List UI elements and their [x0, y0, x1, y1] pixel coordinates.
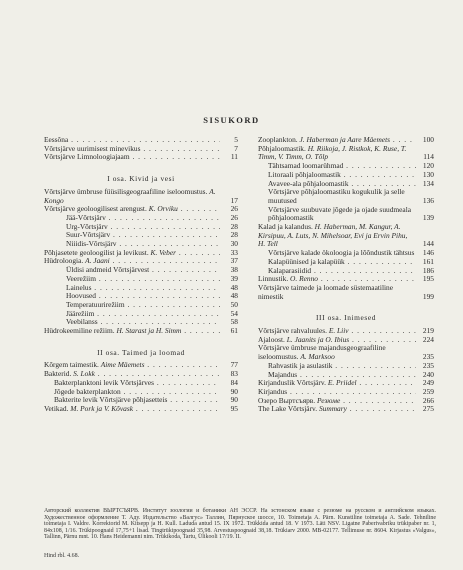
toc-subentry: Majandus . . . 240 [258, 371, 434, 380]
toc-subentry: Jää-Võrtsjärv . . . 26 [44, 214, 238, 223]
toc-entry: Kirjanduslik Võrtsjärv. E. Priidel . . . 249 [258, 379, 434, 388]
toc-entry: Vetikad. M. Pork ja V. Kõvask . . . 95 [44, 405, 238, 414]
toc-entry: Kõrgem taimestik. Aime Mäemets . . . 77 [44, 361, 238, 370]
toc-entry: Põhjaloomastik. H. Riikoja, J. Ristkok, K. Ruse, T. Timm, V. Timm, O. Tõlp 114 [258, 144, 434, 162]
toc-entry: Zooplankton. J. Haberman ja Aare Mäemets . . . 100 [258, 136, 434, 145]
toc-subentry: Üldisi andmeid Võrtsjärvest . . . 38 [44, 266, 238, 275]
toc-subentry: Võrtsjärve kalade ökoloogia ja lõõndustik tähtsus 146 [268, 248, 434, 258]
toc-subentry: Jõgede bakterplankton . . . 90 [44, 388, 238, 397]
toc-subentry: Rahvastik ja asulastik . . . 235 [258, 362, 434, 371]
toc-subentry: Niiidis-Võrtsjärv . . . 30 [44, 240, 238, 249]
toc-entry: Põhjasetete geoloogilist ja levikust. K. Veber . . . 33 [44, 249, 238, 258]
toc-entry: Võrtsjärve Limnoloogiajaam . . . 11 [44, 153, 238, 162]
toc-entry: Võrtsjärve taimede ja loomade süstemaatiline nimestik 199 [258, 283, 434, 301]
toc-left-column [44, 136, 238, 414]
price-text: Hind rbl. 4.68. [44, 553, 80, 559]
toc-entry: Ajaloost. L. Jaanits ja O. Ibius . . . 224 [258, 336, 434, 345]
section-heading-3: III osa. Inimesed [315, 313, 377, 323]
toc-subentry: Urg-Võrtsjärv . . . 28 [44, 223, 238, 232]
toc-subentry: Võrtsjärve suubuvate jõgede ja ojade suudmeala põhjaloomastik 139 [268, 205, 434, 223]
toc-right-column [258, 136, 434, 414]
toc-entry: Linnustik. O. Renno . . . 195 [258, 275, 434, 284]
toc-subentry: Bakterplanktoni levik Võrtsjärves . . . 84 [44, 379, 238, 388]
toc-entry: Kirjandus . . . 259 [258, 388, 434, 397]
toc-subentry: Suur-Võrtsjärv . . . 28 [44, 231, 238, 240]
toc-subentry: Avavee-ala põhjaloomastik . . . 134 [258, 180, 434, 189]
toc-subentry: Lainelus . . . 48 [44, 284, 238, 293]
toc-entry: Kalad ja kalandus. H. Haberman, M. Kangur, A. Kirsipuu, A. Luts, N. Mihelsoar, Evi ja Ervin Pihu, H. Tell 144 [258, 223, 434, 249]
toc-subentry: Jäärežiim . . . 54 [44, 310, 238, 319]
toc-entry: Võrtsjärve ümbruse füüsilisgeograafiline iseloomustus. A. Kongo 17 [44, 187, 238, 205]
toc-entry: Võrtsjärve ümbruse majandusgeograafiline iseloomustus. A. Marksoo 235 [258, 344, 434, 362]
toc-subentry: Kalaparasiidid . . . 186 [258, 267, 434, 276]
toc-subentry: Hoovused . . . 48 [44, 292, 238, 301]
section-heading-1: I osa. Kivid ja vesi [107, 174, 175, 184]
toc-subentry: Veerežiim . . . 39 [44, 275, 238, 284]
imprint-text: Авторский коллектив ВЫРТСЪЯРВ. Институт зоологии и ботаники АН ЭССР. На эстонском языке с резюме на русском и английском языках. Художественное оформление Т. Аду. Издательство «Валгус» Таллин, Пярнуское шоссе, 10. Toimetaja A. Pärn. Kunstiline toimetaja A. Sade. Tehniline toimetaja I. Valdre. Korrektorid M. Kitsepp ja H. Kull. Laduda antud 15. IX 1972. Trükkida antud 18. V 1973. Läti NSV. Ligatne Paberivabriku trükipaber nr. 1, 84x108, 1/16. Trükipoognaid 17,75+1 lisad. Tingtrükipoognaid 35,98. Arvestuspoognaid 38,18. Trükiarv 2000. MB-02177. Tellimuse nr. 8604. Kirjastus «Valgus», Tallinn, Pärnu mnt. 10. Hans Heidemanni nim. Trükikoda, Tartu, Ülikooli 17/19. II. [44, 508, 436, 541]
toc-entry: Eessõna . . . 5 [44, 136, 238, 145]
section-heading-2: II osa. Taimed ja loomad [97, 347, 185, 357]
toc-entry: Võrtsjärve uurimisest minevikus . . . 7 [44, 145, 238, 154]
toc-subentry: Tähtsamad loomarühmad . . . 120 [258, 162, 434, 171]
toc-subentry: Võrtsjärve põhjaloomastiku kogukulik ja selle muutused 136 [268, 188, 434, 205]
toc-entry: Võrtsjärve rahvaluules. E. Liiv . . . 219 [258, 327, 434, 336]
toc-entry: The Lake Võrtsjärv. Summary . . . 275 [258, 405, 434, 414]
toc-subentry: Bakterite levik Võrtsjärve põhjasetteis . . . 90 [44, 396, 238, 405]
toc-subentry: Kalapüünised ja kalapüük . . . 161 [258, 258, 434, 267]
toc-entry: Hüdroloogia. A. Jaani . . . 37 [44, 257, 238, 266]
toc-subentry: Litoraali põhjaloomastik . . . 130 [258, 171, 434, 180]
toc-subentry: Temperatuurirežiim . . . 50 [44, 301, 238, 310]
toc-entry: Озеро Выртсъярв. Резюме . . . 266 [258, 397, 434, 406]
toc-entry: Bakterid. S. Lokk . . . 83 [44, 370, 238, 379]
toc-entry: Hüdrokeemiline režiim. H. Starast ja H. Simm . . . 61 [44, 327, 238, 336]
toc-subentry: Veebilanss . . . 58 [44, 318, 238, 327]
toc-entry: Võrtsjärve geoloogilisest arengust. K. Orviku . . . 26 [44, 205, 238, 214]
page-title: SISUKORD [203, 115, 260, 125]
